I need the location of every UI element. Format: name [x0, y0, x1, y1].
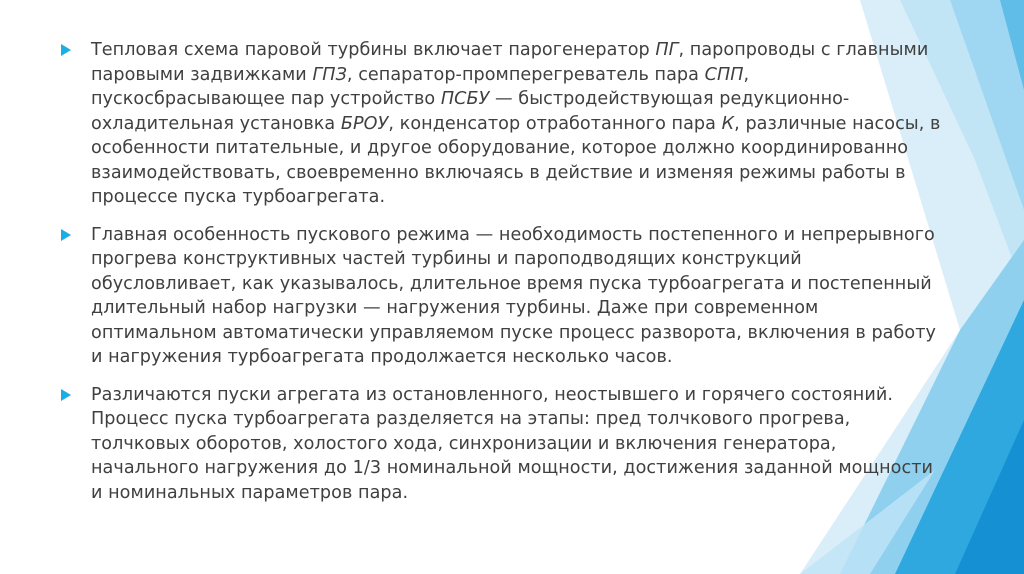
text-segment: , сепаратор-промперегреватель пара	[346, 64, 705, 85]
text-segment: Главная особенность пускового режима — необходимость постепенного и непрерывного прогрева конструктивных частей турбины и пароподводящих конструкций обусловливает, как указывалось, длительное время пуска турбоагрегата и постепенный длительный набор нагрузки — нагружения турбины. Даже при современном оптимальном автоматически управляемом пуске процесс разворота, включения в работу и нагружения турбоагрегата продолжается несколько часов.	[91, 224, 936, 367]
triangle-right-icon	[61, 44, 71, 56]
bullet-text	[91, 383, 948, 506]
abbreviation-text: К	[721, 113, 735, 134]
abbreviation-text: ПГ	[655, 40, 679, 60]
abbreviation-text: ГПЗ	[312, 64, 347, 85]
text-segment: Тепловая схема паровой турбины включает парогенератор	[91, 40, 656, 60]
text-segment: , паропроводы с главными паровыми задвижками	[91, 40, 929, 85]
triangle-right-icon	[61, 389, 71, 401]
content-area	[58, 38, 948, 518]
bullet-item	[58, 38, 948, 210]
text-segment: — быстродействующая редукционно-охладительная установка	[91, 89, 850, 134]
text-segment: , различные насосы, в особенности питательные, и другое оборудование, которое должно координированно взаимодействовать, своевременно включаясь в действие и изменяя режимы работы в процессе пуска турбоагрегата.	[91, 113, 941, 207]
bullet-text	[91, 38, 948, 210]
triangle-right-icon	[61, 229, 71, 241]
text-segment: Различаются пуски агрегата из остановленного, неостывшего и горячего состояний. Процесс пуска турбоагрегата разделяется на этапы: пред толчкового прогрева, толчковых оборотов, холостого хода, синхронизации и включения генератора, начального нагружения до 1/3 номинальной мощности, достижения заданной мощности и номинальных параметров пара.	[91, 384, 933, 503]
bullet-item	[58, 383, 948, 506]
bullet-text	[91, 223, 948, 370]
text-segment: , пускосбрасывающее пар устройство	[91, 64, 750, 109]
bullet-item	[58, 223, 948, 370]
abbreviation-text: БРОУ	[340, 113, 389, 134]
abbreviation-text: СПП	[704, 64, 744, 85]
abbreviation-text: ПСБУ	[440, 89, 490, 109]
text-segment: , конденсатор отработанного пара	[388, 113, 722, 134]
